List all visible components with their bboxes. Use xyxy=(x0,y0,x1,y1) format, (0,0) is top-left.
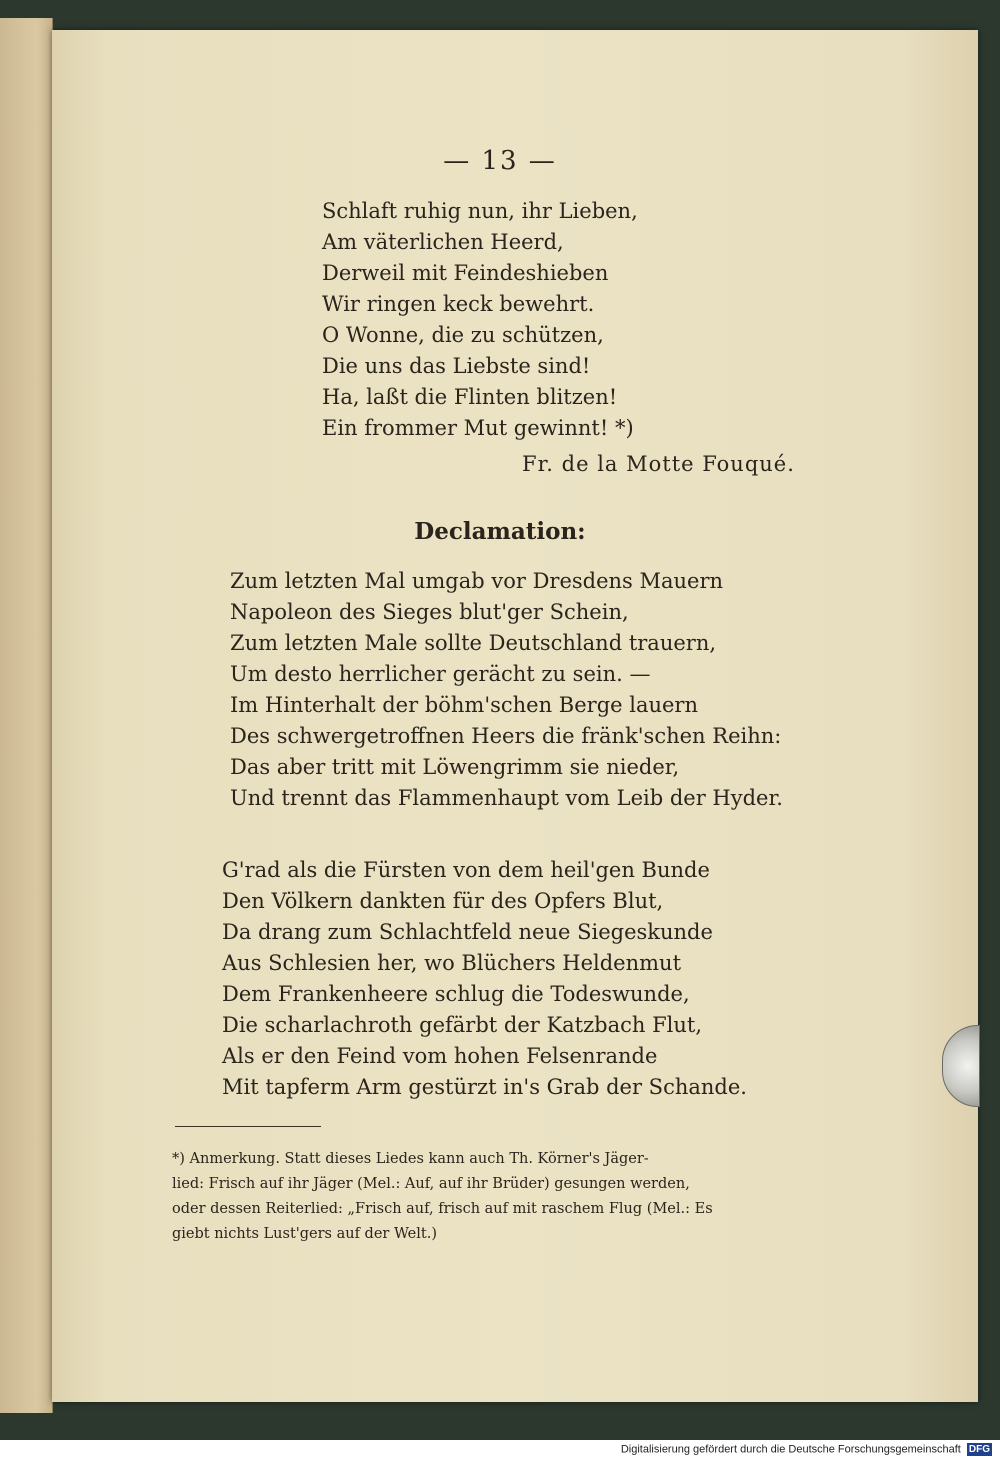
stanza-line: Dem Frankenheere schlug die Todeswunde, xyxy=(222,982,690,1006)
footnote-line: oder dessen Reiterlied: „Frisch auf, frisch auf mit raschem Flug (Mel.: Es xyxy=(172,1201,713,1217)
poem-line: Ha, laßt die Flinten blitzen! xyxy=(322,385,618,409)
stanza-line: Im Hinterhalt der böhm'schen Berge lauern xyxy=(230,693,698,717)
page-number: — 13 — xyxy=(443,146,557,176)
stanza-line: Das aber tritt mit Löwengrimm sie nieder, xyxy=(230,755,680,779)
stanza-line: Aus Schlesien her, wo Blüchers Heldenmut xyxy=(222,951,682,975)
stanza-line: Zum letzten Mal umgab vor Dresdens Mauern xyxy=(230,569,724,593)
stanza-line: Und trennt das Flammenhaupt vom Leib der Hyder. xyxy=(230,786,783,810)
stanza-line: Da drang zum Schlachtfeld neue Siegeskunde xyxy=(222,920,713,944)
poem-line: Ein frommer Mut gewinnt! *) xyxy=(322,416,634,440)
stanza-line: Des schwergetroffnen Heers die fränk'schen Reihn: xyxy=(230,724,782,748)
declamation-stanza-1 xyxy=(230,566,783,814)
credit-bar xyxy=(0,1440,1000,1461)
stanza-line: G'rad als die Fürsten von dem heil'gen Bunde xyxy=(222,858,710,882)
stanza-line: Die scharlachroth gefärbt der Katzbach Flut, xyxy=(222,1013,703,1037)
previous-page-edge xyxy=(0,18,53,1413)
stanza-line: Napoleon des Sieges blut'ger Schein, xyxy=(230,600,629,624)
poem-line: Schlaft ruhig nun, ihr Lieben, xyxy=(322,199,638,223)
footnote xyxy=(172,1147,798,1247)
poem-line: Die uns das Liebste sind! xyxy=(322,354,591,378)
footnote-divider xyxy=(175,1126,321,1127)
stanza-line: Zum letzten Male sollte Deutschland trauern, xyxy=(230,631,717,655)
stanza-line: Mit tapferm Arm gestürzt in's Grab der Schande. xyxy=(222,1075,747,1099)
section-heading: Declamation: xyxy=(414,518,586,545)
credit-text: Digitalisierung gefördert durch die Deutsche Forschungsgemeinschaft xyxy=(620,1443,961,1456)
poem-stanza xyxy=(322,196,638,444)
declamation-stanza-2 xyxy=(222,855,747,1103)
stanza-line: Als er den Feind vom hohen Felsenrande xyxy=(222,1044,658,1068)
stanza-line: Den Völkern dankten für des Opfers Blut, xyxy=(222,889,664,913)
footnote-line: lied: Frisch auf ihr Jäger (Mel.: Auf, auf ihr Brüder) gesungen werden, xyxy=(172,1176,690,1192)
poem-author: Fr. de la Motte Fouqué. xyxy=(522,452,795,476)
footnote-line: *) Anmerkung. Statt dieses Liedes kann auch Th. Körner's Jäger- xyxy=(172,1151,649,1167)
stanza-line: Um desto herrlicher gerächt zu sein. — xyxy=(230,662,651,686)
funding-credit xyxy=(621,1443,992,1456)
footnote-line: giebt nichts Lust'gers auf der Welt.) xyxy=(172,1226,437,1242)
poem-line: O Wonne, die zu schützen, xyxy=(322,323,604,347)
poem-line: Am väterlichen Heerd, xyxy=(322,230,564,254)
dfg-logo-icon[interactable]: DFG xyxy=(968,1444,990,1455)
poem-line: Derweil mit Feindeshieben xyxy=(322,261,609,285)
poem-line: Wir ringen keck bewehrt. xyxy=(322,292,595,316)
